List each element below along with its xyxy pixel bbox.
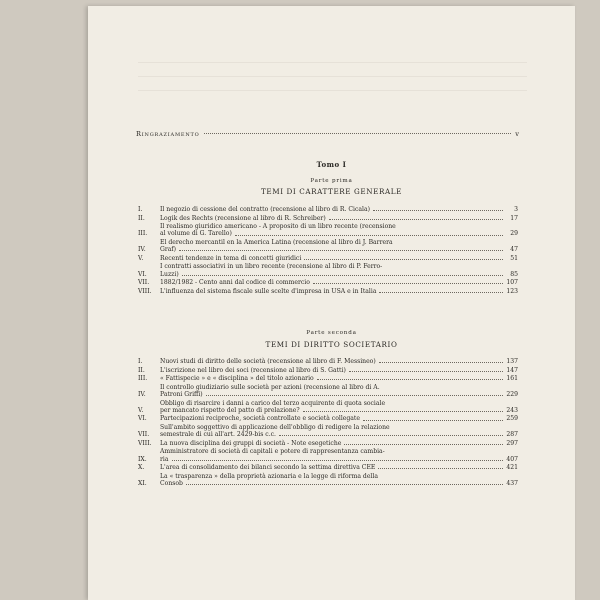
entry-line: Luzzi) (160, 270, 179, 278)
entry-last-line (160, 215, 518, 222)
entry-last-line (160, 206, 518, 213)
entry-line: Obbligo di risarcire i danni a carico del terzo acquirente di quota sociale (160, 399, 386, 407)
entry-text (160, 215, 518, 222)
entry-last-line (160, 367, 518, 374)
entry-page: 47 (510, 246, 518, 254)
toc-entry (138, 448, 518, 462)
show-through-line (138, 76, 527, 77)
show-through-line (138, 90, 527, 91)
entry-number: I. (138, 358, 143, 365)
entry-line: per mancato rispetto del patto di prelazione? (160, 406, 300, 414)
entry-number: X. (138, 464, 145, 472)
entry-last-line (160, 440, 518, 447)
entry-page: 259 (506, 415, 518, 423)
entry-line: semestrale di cui all'art. 2429-bis c.c. (160, 431, 276, 439)
entry-line: Il realismo giuridico americano - A proposito di un libro recente (recensione (160, 223, 396, 231)
entry-page: 17 (510, 214, 518, 222)
entry-number: VIII. (138, 287, 152, 295)
entry-last-line (160, 415, 518, 422)
entry-page: 297 (506, 439, 518, 447)
entry-text (160, 223, 518, 237)
entry-line: La nuova disciplina dei gruppi di società - Note esegetiche (160, 439, 342, 447)
entry-line: Sull'ambito soggettivo di applicazione dell'obbligo di redigere la relazione (160, 423, 390, 431)
toc-entry (138, 215, 518, 222)
toc-entry (138, 358, 518, 365)
entry-page: 51 (510, 254, 518, 262)
toc-entry (138, 367, 518, 374)
toc-entry (138, 384, 518, 398)
entry-number: VII. (138, 279, 150, 287)
entry-page: 123 (506, 287, 518, 295)
entry-number: III. (138, 230, 148, 238)
entry-text (160, 206, 518, 213)
entry-line: Patroni Griffi) (160, 390, 203, 398)
ringraziamento-label: Ringraziamento (136, 130, 200, 138)
entry-page: 421 (506, 464, 518, 472)
leader-dots (379, 292, 503, 293)
entry-number: III. (138, 375, 148, 383)
leader-dots (378, 468, 503, 469)
leader-dots (344, 444, 503, 445)
entry-text (160, 464, 518, 471)
entry-line: Il negozio di cessione del contratto (recensione al libro di R. Cicala) (160, 206, 370, 213)
entry-page: 29 (510, 230, 518, 238)
leader-dots (349, 371, 503, 372)
entry-page: 147 (506, 366, 518, 374)
entry-page: 287 (506, 431, 518, 439)
entry-last-line (160, 464, 518, 471)
leader-dots (313, 283, 503, 284)
entry-last-line (160, 358, 518, 365)
toc-entry (138, 415, 518, 422)
entry-last-line (160, 391, 518, 398)
entry-number: II. (138, 214, 145, 222)
entry-line: Partecipazioni reciproche, società controllate e società collegate (160, 415, 360, 423)
entry-number: V. (138, 254, 144, 262)
leader-dots (179, 250, 503, 251)
toc-entry (138, 239, 518, 253)
entry-page: 437 (506, 479, 518, 487)
entry-line: L'iscrizione nel libro dei soci (recensione al libro di S. Gatti) (160, 366, 346, 374)
toc-entry (138, 288, 518, 295)
entry-page: 85 (510, 270, 518, 278)
toc-entry (138, 279, 518, 286)
entry-page: 243 (506, 406, 518, 414)
leader-dots (279, 435, 503, 436)
entry-line: Nuovi studi di diritto delle società (recensione al libro di F. Messineo) (160, 358, 376, 365)
entry-number: VI. (138, 270, 147, 278)
leader-dots (182, 275, 503, 276)
entry-line: El derecho mercantil en la America Latina (recensione al libro di J. Barrera (160, 238, 393, 246)
entry-text (160, 473, 518, 487)
entry-last-line (160, 375, 518, 382)
leader-dots (303, 411, 503, 412)
entry-text (160, 375, 518, 382)
entry-last-line (160, 456, 518, 463)
tomo-heading: Tomo I (316, 160, 347, 169)
leader-dots (373, 210, 503, 211)
leader-dots (206, 395, 503, 396)
entry-page: 3 (514, 206, 518, 213)
entry-text (160, 255, 518, 262)
entry-number: VI. (138, 415, 147, 423)
entry-text (160, 440, 518, 447)
entry-last-line (160, 480, 518, 487)
part1-label: Parte prima (310, 178, 353, 184)
entry-last-line (160, 407, 518, 414)
book-page (88, 6, 575, 600)
entry-number: VIII. (138, 439, 152, 447)
entry-line: Il controllo giudiziario sulle società per azioni (recensione al libro di A. (160, 383, 380, 391)
leader-dots (379, 362, 503, 363)
entry-line: Consob (160, 479, 183, 487)
entry-line: Amministratore di società di capitali e potere di rappresentanza cambia- (160, 448, 385, 456)
entry-line: I contratti associativi in un libro recente (recensione al libro di P. Ferro- (160, 263, 383, 271)
toc-entry (138, 223, 518, 237)
toc-entry (138, 424, 518, 438)
entry-last-line (160, 230, 518, 237)
toc-entry (138, 375, 518, 382)
entry-page: 107 (506, 279, 518, 287)
entry-line: « Fattispecie » e « disciplina » del titolo azionario (160, 375, 314, 383)
leader-dots (186, 484, 503, 485)
entry-text (160, 239, 518, 253)
part2-entries (138, 358, 518, 489)
entry-number: V. (138, 406, 144, 414)
entry-text (160, 358, 518, 365)
part1-title: TEMI DI CARATTERE GENERALE (261, 187, 402, 196)
entry-text (160, 448, 518, 462)
entry-last-line (160, 279, 518, 286)
entry-last-line (160, 271, 518, 278)
entry-line: Logik des Rechts (recensione al libro di R. Schreiber) (160, 214, 326, 222)
toc-entry (138, 464, 518, 471)
entry-number: IX. (138, 455, 147, 463)
leader-dots (329, 219, 503, 220)
entry-number: VII. (138, 431, 150, 439)
entry-page: 407 (506, 455, 518, 463)
toc-entry (138, 400, 518, 414)
entry-number: I. (138, 206, 143, 213)
ringraziamento-page: v (515, 130, 519, 138)
entry-text (160, 424, 518, 438)
ringraziamento-entry (136, 130, 519, 138)
toc-entry (138, 473, 518, 487)
entry-text (160, 279, 518, 286)
entry-text (160, 367, 518, 374)
entry-line: 1882/1982 - Cento anni dal codice di commercio (160, 279, 310, 287)
entry-number: IV. (138, 246, 146, 254)
entry-last-line (160, 255, 518, 262)
entry-page: 161 (506, 375, 518, 383)
entry-line: al volume di G. Tarello) (160, 230, 232, 238)
entry-text (160, 384, 518, 398)
entry-number: II. (138, 366, 145, 374)
toc-entry (138, 440, 518, 447)
entry-page: 137 (506, 358, 518, 365)
entry-line: Graf) (160, 246, 177, 254)
toc-entry (138, 255, 518, 262)
entry-line: L'area di consolidamento dei bilanci secondo la settima direttiva CEE (160, 464, 376, 472)
leader-dots (304, 259, 503, 260)
entry-last-line (160, 246, 518, 253)
part2-label: Parte seconda (306, 330, 357, 336)
entry-text (160, 415, 518, 422)
entry-last-line (160, 431, 518, 438)
entry-last-line (160, 288, 518, 295)
leader-dots (235, 235, 503, 236)
toc-entry (138, 263, 518, 277)
show-through-line (138, 62, 527, 63)
entry-text (160, 288, 518, 295)
entry-text (160, 263, 518, 277)
leader-dots (317, 379, 503, 380)
entry-page: 229 (506, 390, 518, 398)
entry-line: Recenti tendenze in tema di concetti giuridici (160, 254, 302, 262)
entry-line: L'influenza del sistema fiscale sulle scelte d'impresa in USA e in Italia (160, 287, 377, 295)
part2-title: TEMI DI DIRITTO SOCIETARIO (265, 340, 398, 349)
toc-entry (138, 206, 518, 213)
entry-text (160, 400, 518, 414)
entry-line: La « trasparenza » della proprietà azionaria e la legge di riforma della (160, 472, 378, 480)
entry-number: IV. (138, 390, 146, 398)
leader-dots (363, 420, 503, 421)
leader-dots (172, 460, 504, 461)
entry-number: XI. (138, 479, 147, 487)
leader-dots (204, 133, 512, 134)
entry-line: ria (160, 455, 169, 463)
part1-entries (138, 206, 518, 296)
